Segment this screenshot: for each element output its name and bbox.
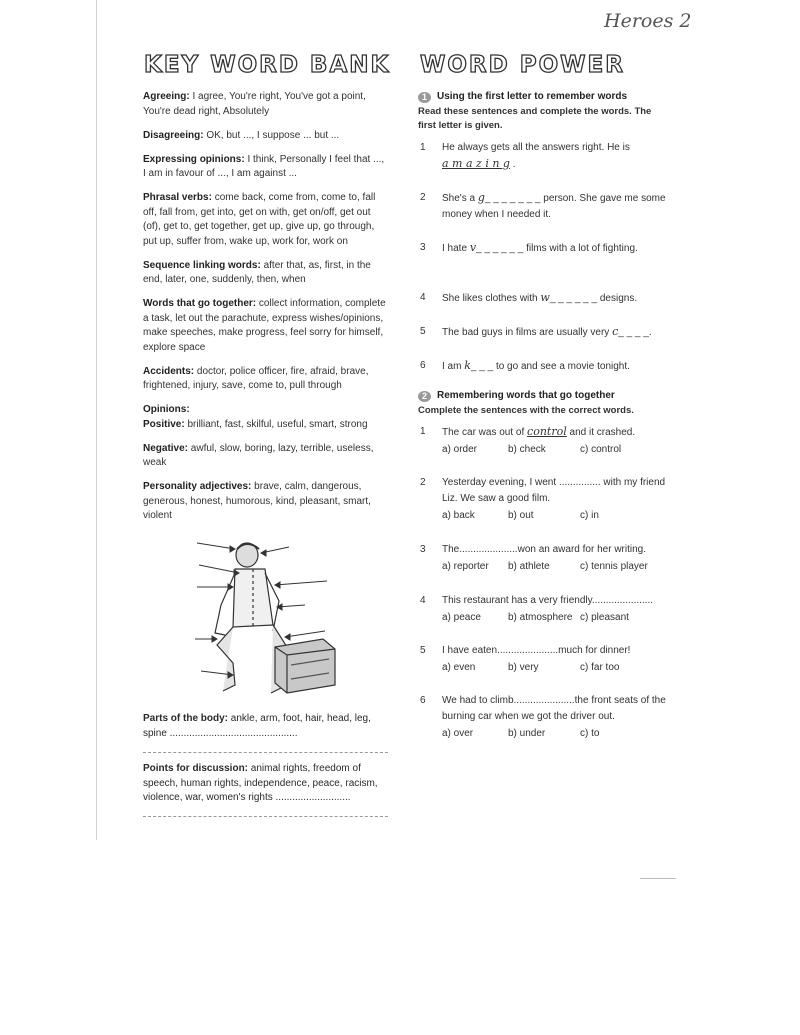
entry-phrasal-verbs: Phrasal verbs: come back, come from, come to, fall off, fall from, get into, get on with, get on/off, get out (of), get to, get together, get up, give up, go through, put up, suffer from, wake up, work for, work on (143, 192, 376, 247)
s2-item-6: 6 We had to climb......................the front seats of the burning car when we got the driver out. a) over b) under c) to (420, 695, 666, 739)
entry-body-parts: Parts of the body: ankle, arm, foot, hair, head, leg, spine .............................................. (143, 713, 371, 739)
s1-item-1: 1 He always gets all the answers right. He is a m a z i n g . (420, 142, 630, 170)
key-word-bank-title: KEY WORD BANK (144, 52, 391, 78)
entry-words-together: Words that go together: collect information, complete a task, let out the parachute, express wishes/opinions, make speeches, make progress, feel sorry for himself, explore space (143, 298, 386, 353)
s1-item-4: 4 She likes clothes with w_ _ _ _ _ _ designs. (420, 291, 638, 304)
scan-mark (640, 878, 676, 879)
section2-instruction: Complete the sentences with the correct words. (418, 404, 634, 416)
entry-agreeing: Agreeing: I agree, You're right, You've got a point, You're dead right, Absolutely (143, 91, 366, 117)
entry-disagreeing: Disagreeing: OK, but ..., I suppose ... but ... (143, 129, 340, 141)
s1-item-5: 5 The bad guys in films are usually very c_ _ _ _. (420, 325, 652, 338)
s2-item-3: 3 The.....................won an award for her writing. a) reporter b) athlete c) tennis player (420, 544, 648, 572)
entry-opinions: Expressing opinions: I think, Personally I feel that ..., I am in favour of ..., I am against ... (143, 153, 385, 179)
s2-item-5: 5 I have eaten......................much for dinner! a) even b) very c) far too (420, 645, 631, 673)
divider (143, 752, 388, 753)
s1-item-2: 2 She's a g_ _ _ _ _ _ _ person. She gave me some money when I needed it. (420, 191, 666, 220)
opinions-heading: Opinions: (143, 404, 190, 415)
section1-instruction: Read these sentences and complete the words. The first letter is given. (418, 105, 652, 131)
entry-sequence-words: Sequence linking words: after that, as, first, in the end, later, one, suddenly, then, when (143, 259, 371, 285)
entry-accidents: Accidents: doctor, police officer, fire, afraid, brave, frightened, injury, save, come to, pull through (143, 365, 369, 391)
entry-discussion: Points for discussion: animal rights, freedom of speech, human rights, independence, peace, racism, violence, war, women's rights ........................... (143, 763, 378, 803)
s1-item-6: 6 I am k_ _ _ to go and see a movie tonight. (420, 359, 630, 372)
s1-item-3: 3 I hate v_ _ _ _ _ _ films with a lot of fighting. (420, 241, 638, 254)
word-power-title: WORD POWER (420, 52, 625, 78)
divider (143, 816, 388, 817)
entry-positive: Positive: brilliant, fast, skilful, useful, smart, strong (143, 418, 368, 430)
section2-header: 2 Remembering words that go together Complete the sentences with the correct words. (418, 389, 668, 418)
entry-negative: Negative: awful, slow, boring, lazy, terrible, useless, weak (143, 442, 374, 468)
unit-tag: Heroes 2 (604, 10, 692, 32)
margin-line (96, 0, 97, 840)
s2-item-2: 2 Yesterday evening, I went ............... with my friend Liz. We saw a good film. a) back b) out c) in (420, 477, 666, 521)
key-word-bank (143, 90, 388, 533)
s2-item-1: 1 The car was out of control and it crashed. a) order b) check c) control (420, 425, 636, 455)
body-parts-illustration (195, 535, 345, 700)
entry-personality: Personality adjectives: brave, calm, dangerous, generous, honest, humorous, kind, pleasant, smart, violent (143, 481, 371, 521)
s2-item-4: 4 This restaurant has a very friendly...................... a) peace b) atmosphere c) pleasant (420, 595, 654, 623)
section1-header: 1 Using the first letter to remember words Read these sentences and complete the words. The first letter is given. (418, 90, 668, 134)
